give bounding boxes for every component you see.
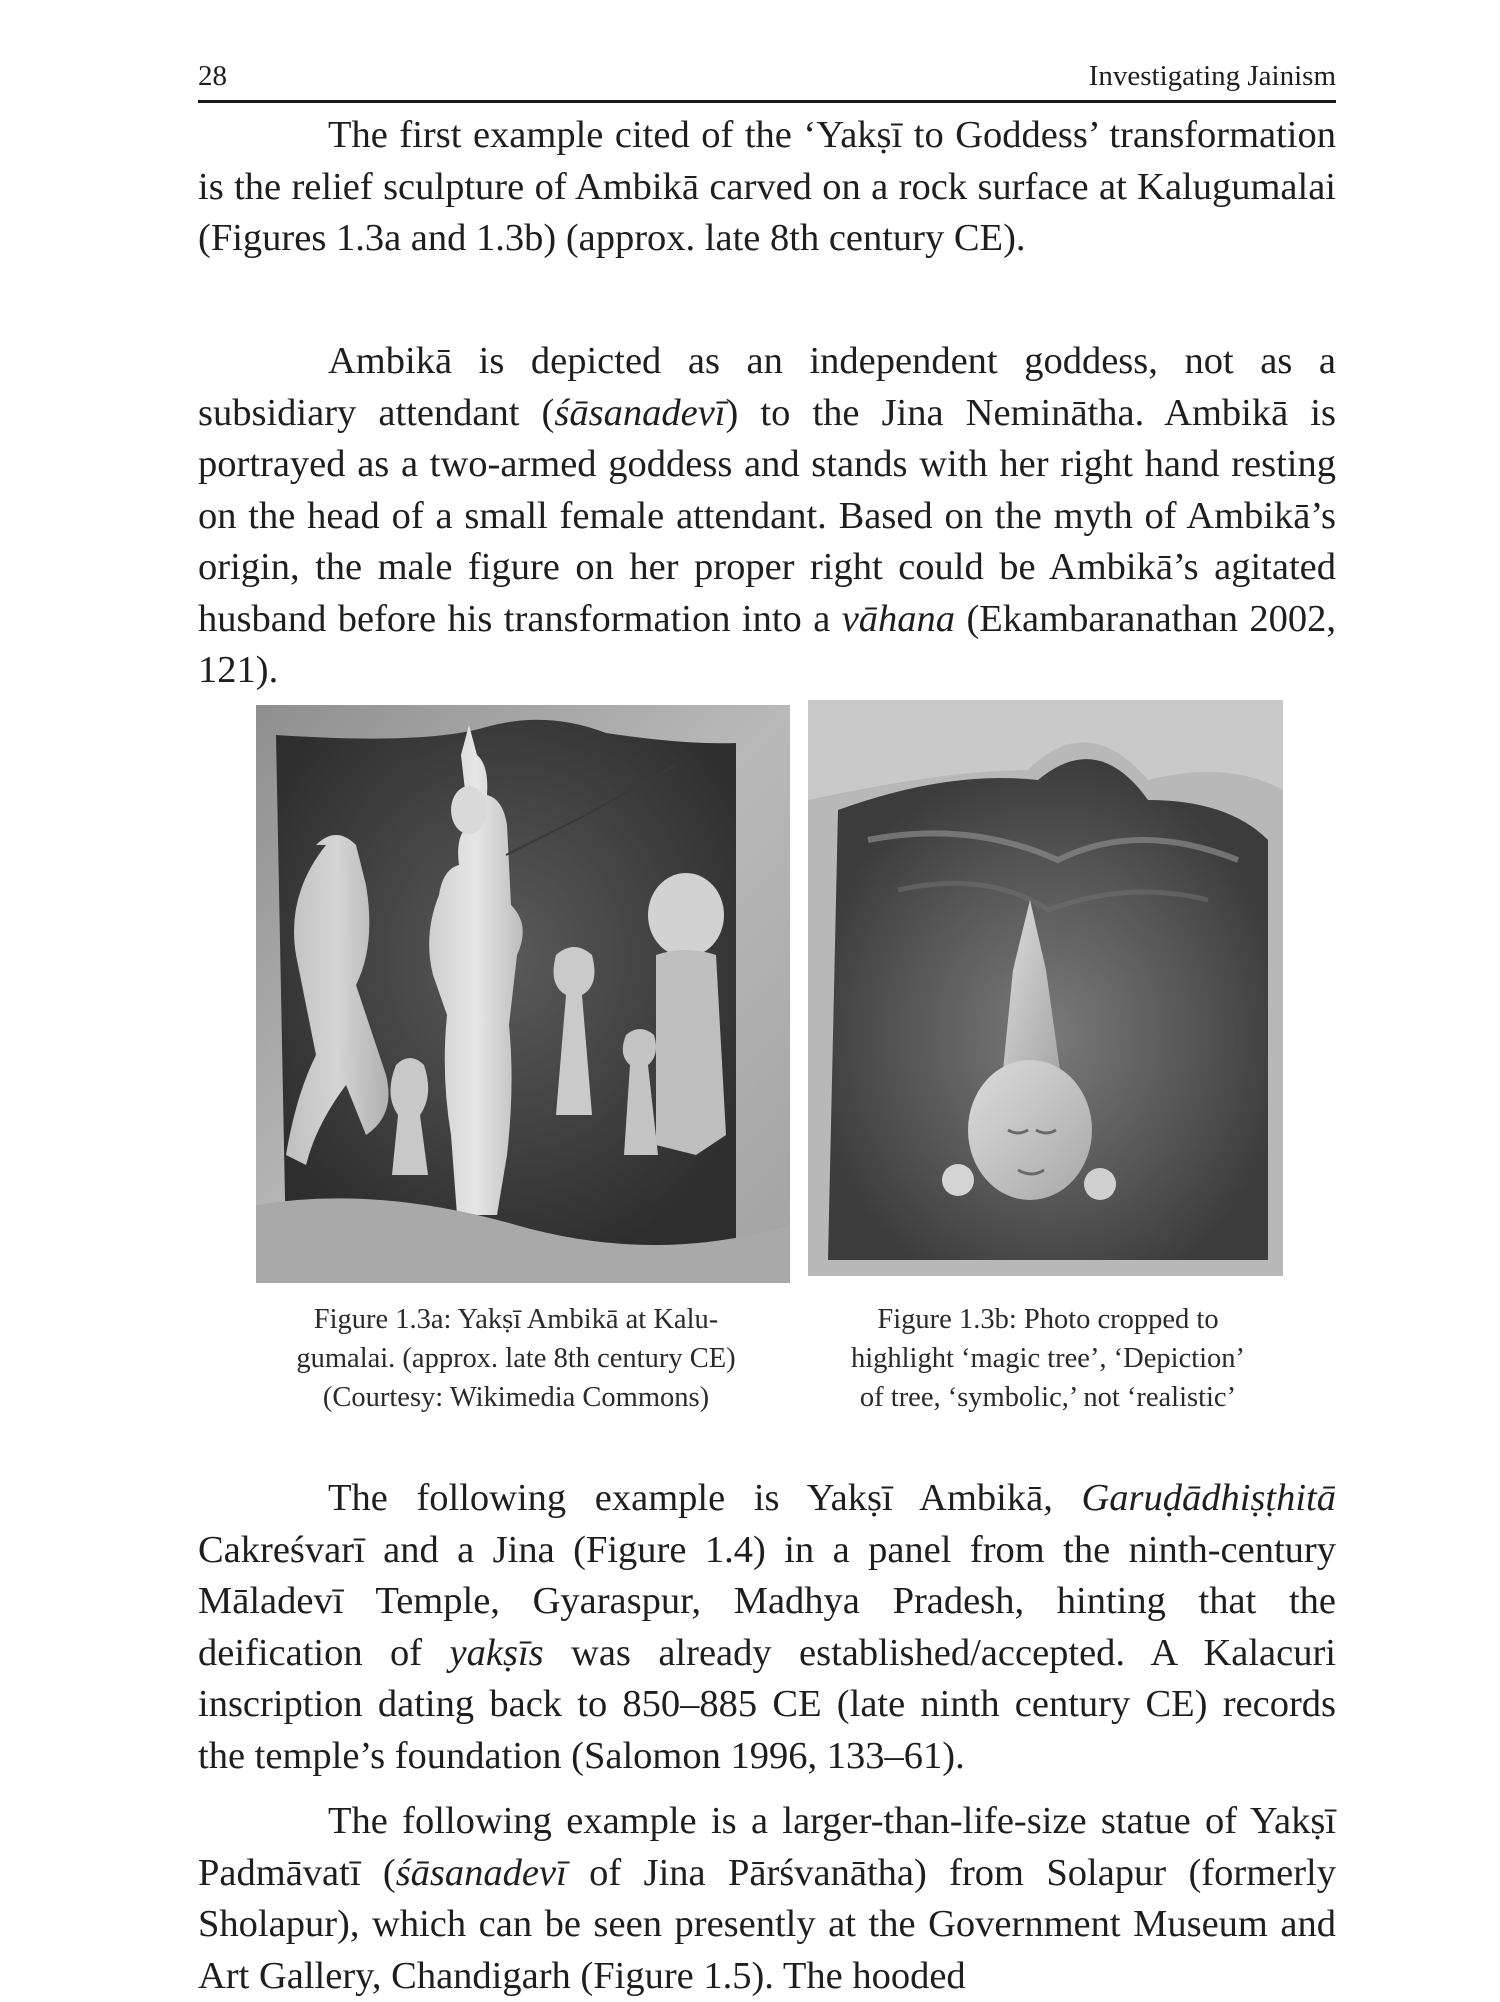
figure-1-3b-image [808,700,1283,1276]
page-number: 28 [198,60,227,92]
caption-line: Figure 1.3b: Photo cropped to [877,1304,1219,1335]
caption-line: (Courtesy: Wikimedia Commons) [322,1382,710,1413]
paragraph-2: Ambikā is depicted as an independent goddess, not as a subsidiary attendant (śāsanadevī) to the Jina Neminātha. Ambikā is portrayed as a two-armed goddess and stands with her right hand resting on the head of a small female attendant. Based on the myth of Ambikā’s origin, the male figure on her proper right could be Ambikā’s agitated husband before his transformation into a vāhana (Ekambaranathan 2002, 121). [198,340,1336,691]
paragraph-1: The first example cited of the ‘Yakṣī to Goddess’ transformation is the relief sculpture of Ambikā carved on a rock surface at Kalugumalai (Figures 1.3a and 1.3b) (approx. late 8th century CE). [198,114,1336,259]
figure-1-3a-image [256,705,790,1283]
running-title: Investigating Jainism [1088,60,1336,92]
caption-line: highlight ‘magic tree’, ‘Depiction’ [850,1343,1246,1374]
paragraph-4: The following example is a larger-than-life-size statue of Yakṣī Padmāvatī (śāsanadevī of Jina Pārśvanātha) from Solapur (formerly Sholapur), which can be seen presently at the Government Museum and Art Gallery, Chandigarh (Figure 1.5). The hooded [198,1800,1336,1997]
paragraph-3: The following example is Yakṣī Ambikā, Garuḍādhiṣṭhitā Cakreśvarī and a Jina (Figure 1.4) in a panel from the ninth-century Māladevī Temple, Gyaraspur, Madhya Pradesh, hinting that the deification of yakṣīs was already established/accepted. A Kalacuri inscription dating back to 850–885 CE (late ninth century CE) records the temple’s foundation (Salomon 1996, 133–61). [198,1477,1336,1777]
figure-1-3a-caption [236,1300,796,1417]
caption-line: Figure 1.3a: Yakṣī Ambikā at Kalu- [313,1304,719,1335]
caption-line: of tree, ‘symbolic,’ not ‘realistic’ [859,1382,1237,1413]
page-header [198,56,1336,103]
figure-1-3b-caption [808,1300,1288,1417]
caption-line: gumalai. (approx. late 8th century CE) [296,1343,736,1374]
